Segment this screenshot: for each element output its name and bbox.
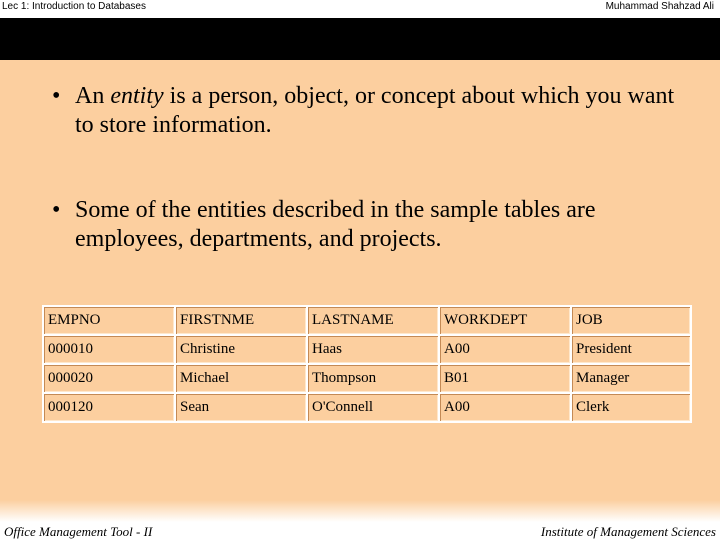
table-cell: A00 [440,394,570,421]
bullet-symbol: • [52,83,61,109]
employee-table [42,305,692,423]
table-header-cell: JOB [572,307,690,334]
table-row [44,365,690,392]
header-author: Muhammad Shahzad Ali [605,1,714,12]
table-header-cell: FIRSTNME [176,307,306,334]
footer-course: Office Management Tool - II [4,524,153,539]
table-row [44,336,690,363]
table-cell: Clerk [572,394,690,421]
bullet-entity-definition [52,82,692,140]
bullet-text [52,82,692,140]
content-fade [0,500,720,522]
bullet-entity-examples [52,196,692,254]
title-bar [0,18,720,60]
bullet-text: Some of the entities described in the sample tables are employees, departments, and projects. [75,197,596,252]
header-lecture-title: Lec 1: Introduction to Databases [2,1,146,12]
table-cell: Michael [176,365,306,392]
table-cell: President [572,336,690,363]
table-cell: Manager [572,365,690,392]
table-header-cell: WORKDEPT [440,307,570,334]
table-cell: O'Connell [308,394,438,421]
bullet-text-pre: An [75,83,111,109]
table-cell: 000010 [44,336,174,363]
table-cell: Christine [176,336,306,363]
table-header-cell: EMPNO [44,307,174,334]
table-cell: Thompson [308,365,438,392]
table-cell: B01 [440,365,570,392]
table-cell: 000120 [44,394,174,421]
table-header-row [44,307,690,334]
bullet-text-post: is a person, object, or concept about which you want to store information. [75,83,675,138]
table-row [44,394,690,421]
table-cell: Sean [176,394,306,421]
table-cell: 000020 [44,365,174,392]
table-cell: Haas [308,336,438,363]
table-cell: A00 [440,336,570,363]
footer-institute: Institute of Management Sciences [540,524,716,539]
table-header-cell: LASTNAME [308,307,438,334]
bullet-text-emphasis: entity [110,83,164,109]
bullet-symbol: • [52,197,61,223]
